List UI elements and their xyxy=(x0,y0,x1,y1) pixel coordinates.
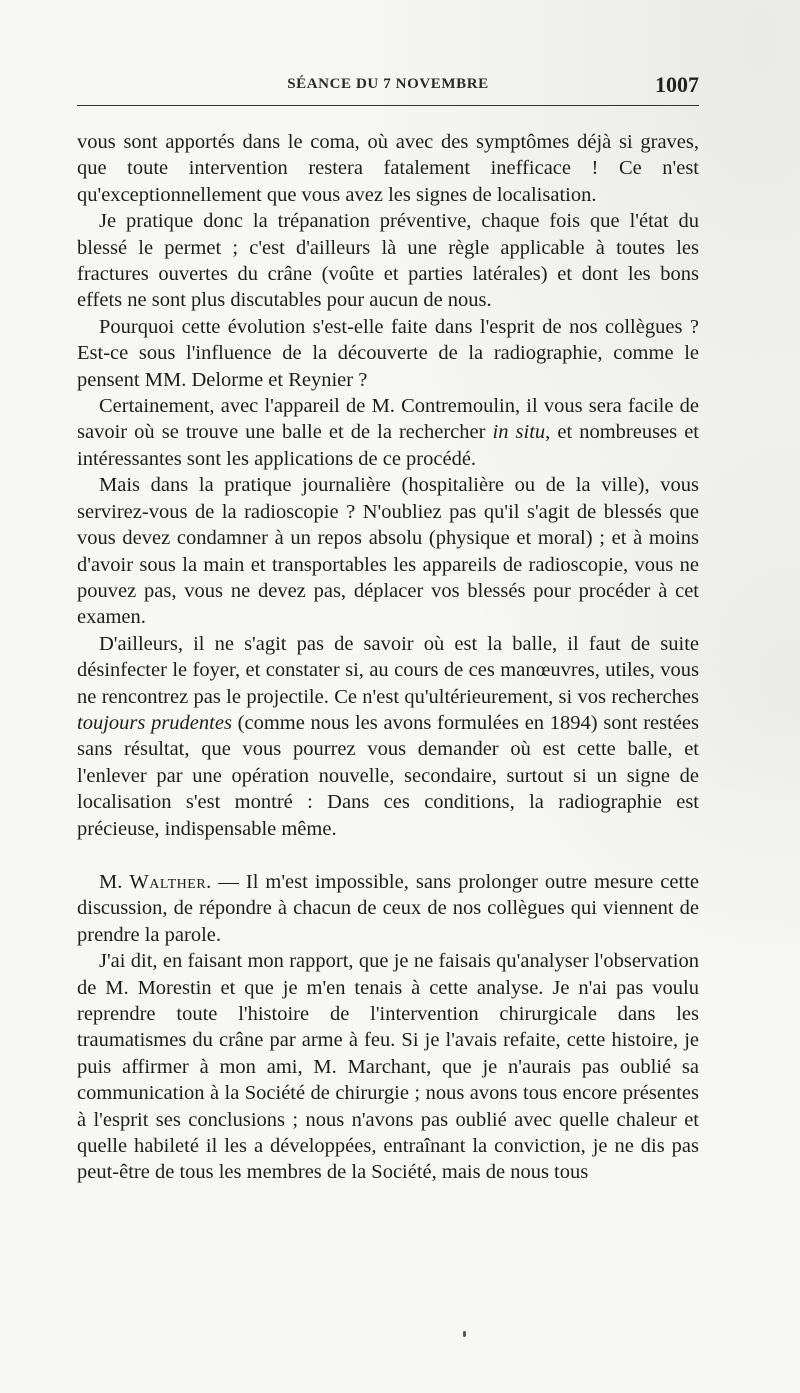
paragraph-5: Mais dans la pratique journalière (hospitalière ou de la ville), vous servirez-vous de la radioscopie ? N'oubliez pas qu'il s'agit de blessés que vous devez condamner à un repos absolu (physique et moral) ; et à moins d'avoir sous la main et transportables les appareils de radioscopie, vous ne pouvez pas, vous ne devez pas, déplacer vos blessés pour procéder à cet examen. xyxy=(77,474,699,629)
paragraph-6-text-b: (comme nous les avons formulées en 1894) sont restées sans résultat, que vous pourrez vous demander où est cette balle, et l'enlever par une opération nouvelle, secondaire, surtout si un signe de localisation s'est montré : Dans ces conditions, la radiographie est précieuse, indispensable même. xyxy=(77,711,699,840)
running-title: SÉANCE DU 7 NOVEMBRE xyxy=(287,76,489,92)
paragraph-6-text-a: D'ailleurs, il ne s'agit pas de savoir où est la balle, il faut de suite désinfecter le foyer, et constater si, au cours de ces manœuvres, utiles, vous ne rencontrez pas le projectile. Ce n'est qu'ultérieurement, si vos recherches xyxy=(77,632,699,708)
paragraph-4 xyxy=(77,393,699,472)
paragraph-4-italic: in situ xyxy=(492,421,546,444)
running-head xyxy=(77,72,699,98)
header-rule xyxy=(77,105,699,106)
speaker-prefix: M. xyxy=(99,870,130,893)
speaker-name: Walther xyxy=(129,870,207,893)
print-speck xyxy=(463,1331,466,1337)
paragraph-4-text-b: , et nombreuses et intéressantes sont les applications de ce procédé. xyxy=(77,421,699,470)
paragraph-4-text-a: Certainement, avec l'appareil de M. Contremoulin, il vous sera facile de savoir où se trouve une balle et de la rechercher xyxy=(77,395,699,444)
page-number: 1007 xyxy=(655,72,699,97)
paragraph-7-speech xyxy=(77,869,699,948)
paragraph-6-italic: toujours prudentes xyxy=(77,711,232,734)
paragraph-2: Je pratique donc la trépanation préventive, chaque fois que l'état du blessé le permet ; c'est d'ailleurs là une règle applicable à toutes les fractures ouvertes du crâne (voûte et parties latérales) et dont les bons effets ne sont plus discutables pour aucun de nous. xyxy=(77,210,699,312)
paragraph-1: vous sont apportés dans le coma, où avec des symptômes déjà si graves, que toute intervention restera fatalement inefficace ! Ce n'est qu'exceptionnellement que vous avez les signes de localisation. xyxy=(77,131,699,206)
paragraph-6 xyxy=(77,631,699,842)
paragraph-3: Pourquoi cette évolution s'est-elle faite dans l'esprit de nos collègues ? Est-ce sous l'influence de la découverte de la radiographie, comme le pensent MM. Delorme et Reynier ? xyxy=(77,315,699,391)
paragraph-7-text: . — Il m'est impossible, sans prolonger outre mesure cette discussion, de répondre à chacun de ceux de nos collègues qui viennent de prendre la parole. xyxy=(77,870,699,946)
paragraph-8: J'ai dit, en faisant mon rapport, que je ne faisais qu'analyser l'observation de M. Morestin et que je m'en tenais à cette analyse. Je n'ai pas voulu reprendre toute l'histoire de l'intervention chirurgicale dans les traumatismes du crâne par arme à feu. Si je l'avais refaite, cette histoire, je puis affirmer à mon ami, M. Marchant, que je n'aurais pas oublié sa communication à la Société de chirurgie ; nous avons tous encore présentes à l'esprit ses conclusions ; nous n'avons pas oublié avec quelle chaleur et quelle habileté il les a développées, entraînant la conviction, je ne dis pas peut-être de tous les membres de la Société, mais de nous tous xyxy=(77,950,699,1184)
body-text xyxy=(77,129,699,1186)
